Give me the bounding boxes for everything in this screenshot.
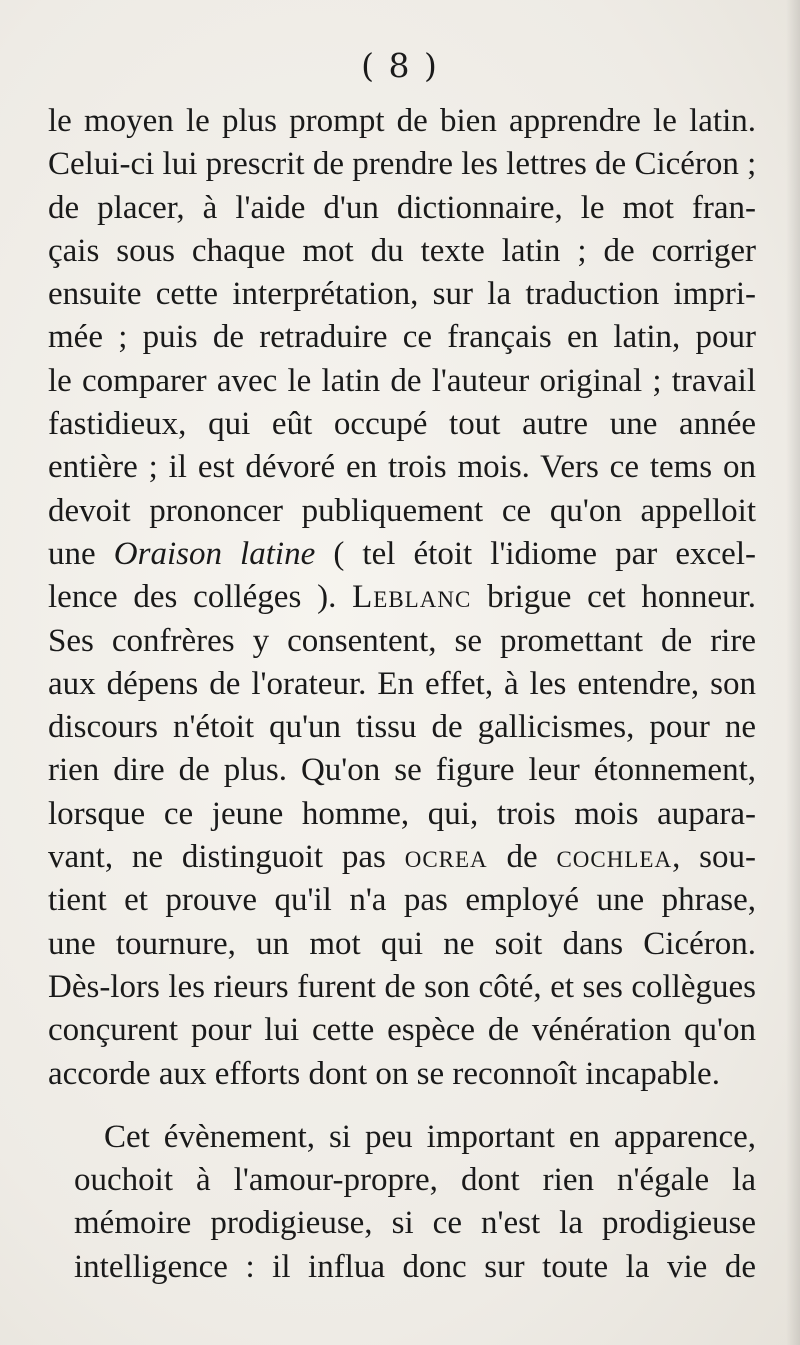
text-line: fastidieux, qui eût occupé tout autre une année <box>48 406 756 443</box>
text-line: ouchoit à l'amour-propre, dont rien n'égale la <box>74 1162 756 1199</box>
text-line: mée ; puis de retraduire ce français en latin, pour <box>48 319 756 356</box>
body-text <box>48 100 756 1289</box>
text-fragment: une <box>48 535 114 572</box>
text-line: Ses confrères y consentent, se promettant de rire <box>48 622 756 659</box>
text-line: Celui-ci lui prescrit de prendre les lettres de Cicéron ; <box>48 146 757 183</box>
text-line: une tournure, un mot qui ne soit dans Cicéron. <box>48 925 756 962</box>
text-line: le moyen le plus prompt de bien apprendre le latin. <box>48 103 756 139</box>
text-line: rien dire de plus. Qu'on se figure leur étonnement, <box>48 752 756 789</box>
text-line: conçurent pour lui cette espèce de vénération qu'on <box>48 1012 756 1049</box>
name-smallcaps: Leblanc <box>352 579 472 616</box>
text-fragment: de <box>487 839 557 876</box>
text-fragment: , sou- <box>672 839 757 876</box>
italic-title: Oraison latine <box>113 535 316 572</box>
text-fragment: lence des colléges ). <box>48 579 353 616</box>
text-line <box>48 836 756 879</box>
text-line: mémoire prodigieuse, si ce n'est la prodigieuse <box>74 1205 756 1242</box>
text-line <box>48 576 756 619</box>
text-line: entière ; il est dévoré en trois mois. Vers ce tems on <box>48 449 756 486</box>
text-line <box>48 533 756 576</box>
text-line: çais sous chaque mot du texte latin ; de corriger <box>48 232 756 269</box>
text-fragment: brigue cet honneur. <box>471 579 756 616</box>
text-line: discours n'étoit qu'un tissu de gallicismes, pour ne <box>48 709 756 746</box>
text-line: tient et prouve qu'il n'a pas employé une phrase, <box>48 882 756 919</box>
text-line: de placer, à l'aide d'un dictionnaire, le mot fran- <box>48 189 756 226</box>
text-line: le comparer avec le latin de l'auteur original ; travail <box>48 362 756 399</box>
text-line: devoit prononcer publiquement ce qu'on appelloit <box>48 492 756 529</box>
text-fragment: vant, ne distinguoit pas <box>48 839 405 876</box>
latin-word-smallcaps: cochlea <box>556 839 673 876</box>
text-line: accorde aux efforts dont on se reconnoît incapable. <box>48 1055 720 1092</box>
page-number: ( 8 ) <box>361 46 439 85</box>
text-line: intelligence : il influa donc sur toute la vie de <box>74 1248 756 1285</box>
text-line: aux dépens de l'orateur. En effet, à les entendre, son <box>48 665 756 702</box>
paragraph-gap <box>48 1096 756 1116</box>
page-edge-shadow <box>786 0 800 1345</box>
text-fragment: ( tel étoit l'idiome par excel- <box>315 535 756 572</box>
text-line: Cet évènement, si peu important en apparence, <box>104 1118 756 1155</box>
text-line: ensuite cette interprétation, sur la traduction impri- <box>48 276 756 313</box>
text-line: lorsque ce jeune homme, qui, trois mois aupara- <box>48 795 756 832</box>
latin-word-smallcaps: ocrea <box>404 839 488 876</box>
text-line: Dès-lors les rieurs furent de son côté, et ses collègues <box>48 968 756 1005</box>
